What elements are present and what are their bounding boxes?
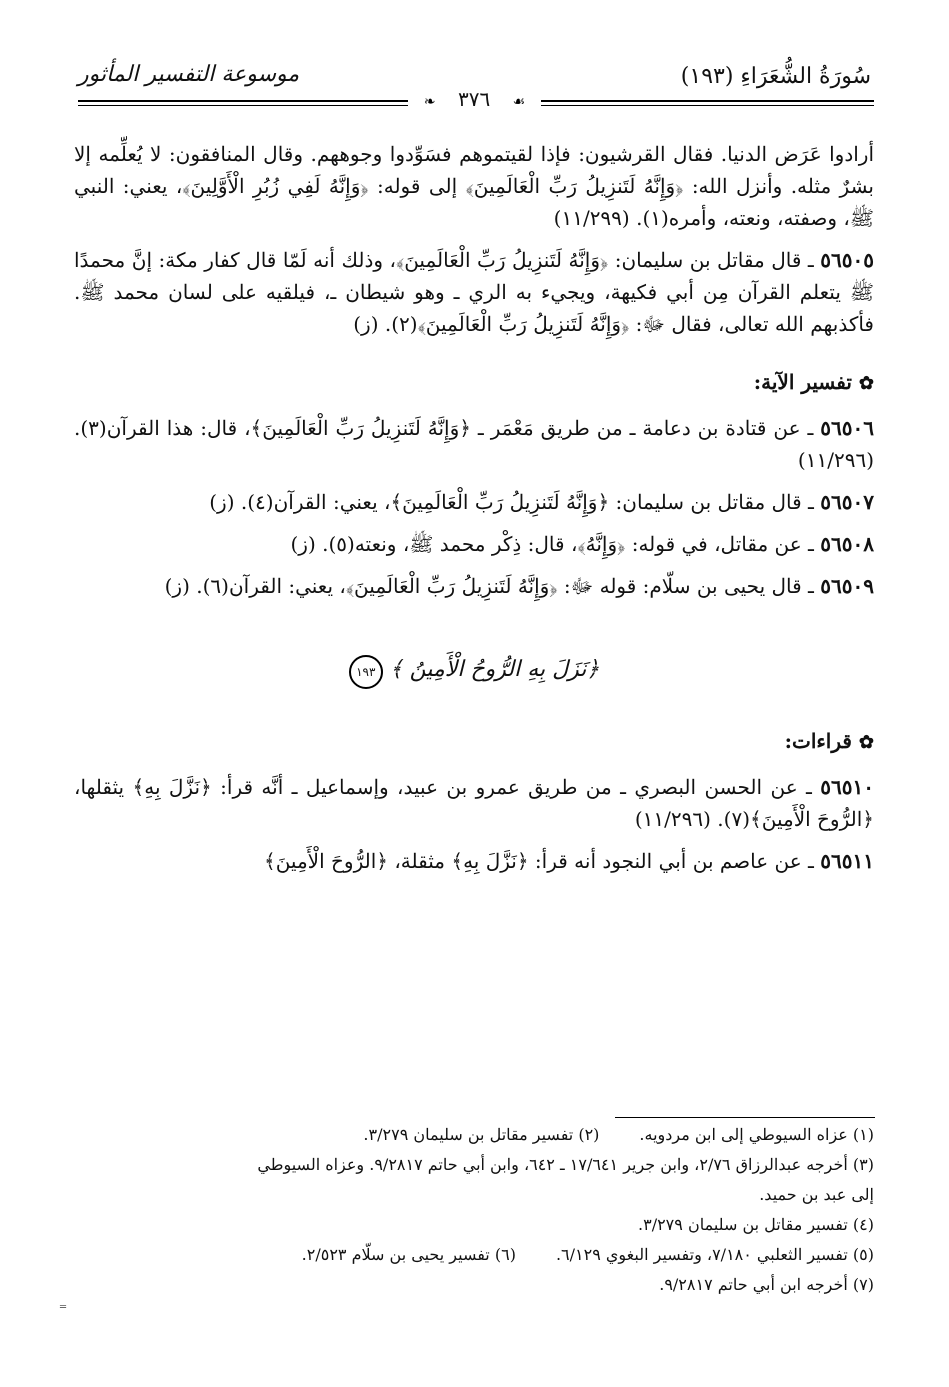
item-text: ـ قال يحيى بن سلّام: قوله ﷻ: ﴿وَإِنَّهُ لَتَنزِيلُ رَبِّ الْعَالَمِينَ﴾، يعني: القرآن(٦). (ز) xyxy=(164,574,821,598)
surah-title: سُورَةُ الشُّعَرَاءِ (١٩٣) xyxy=(680,64,871,89)
footnotes xyxy=(74,1120,874,1300)
ornament-icon: ☙ xyxy=(505,94,534,110)
footnote: (٥) تفسير الثعلبي ٧/١٨٠، وتفسير البغوي ٦/١٢٩. xyxy=(555,1245,874,1264)
paragraph: أرادوا عَرَض الدنيا. فقال القرشيون: فإذا لقيتموهم فسَوِّدوا وجوههم. وقال المنافقون: لا يُعلِّمه إلا بشرٌ مثله. وأنزل الله: ﴿وَإِنَّهُ لَتَنزِيلُ رَبِّ الْعَالَمِينَ﴾ إلى قوله: ﴿وَإِنَّهُ لَفِي زُبُرِ الْأَوَّلِينَ﴾، يعني: النبي ﷺ، وصفته، ونعته، وأمره(١). (١١/٢٩٩) xyxy=(74,142,874,230)
footnote-row xyxy=(74,1240,874,1270)
list-item xyxy=(74,244,874,340)
footnote-rule xyxy=(615,1117,875,1118)
item-number: ٥٦٥٠٥ xyxy=(820,248,874,272)
item-number: ٥٦٥٠٧ xyxy=(820,490,874,514)
item-number: ٥٦٥٠٨ xyxy=(820,532,874,556)
section-heading: ✿ قراءات: xyxy=(784,729,874,753)
footnote-row xyxy=(74,1120,874,1150)
item-number: ٥٦٥١١ xyxy=(820,849,874,873)
footnote: إلى عبد بن حميد. xyxy=(759,1185,874,1204)
book-title: موسوعة التفسير المأثور xyxy=(78,62,300,87)
list-item xyxy=(74,412,874,476)
flower-icon: ✿ xyxy=(858,732,874,753)
page-number: ٣٧٦ xyxy=(450,87,498,111)
flower-icon: ✿ xyxy=(858,373,874,394)
item-number: ٥٦٥٠٩ xyxy=(820,574,874,598)
footnote: (٦) تفسير يحيى بن سلّام ٢/٥٢٣. xyxy=(301,1245,516,1264)
footnote: (٧) أخرجه ابن أبي حاتم ٩/٢٨١٧. xyxy=(659,1275,874,1294)
quran-verse: ﴿نَزَلَ بِهِ الرُّوحُ الْأَمِينُ ﴾ ١٩٣ xyxy=(74,654,874,689)
margin-mark: ═ xyxy=(60,1302,67,1313)
section-heading: ✿ تفسير الآية: xyxy=(753,370,874,394)
item-text: ـ عن مقاتل، في قوله: ﴿وَإِنَّهُ﴾، قال: ذِكْر محمد ﷺ، ونعته(٥). (ز) xyxy=(290,532,821,556)
main-text xyxy=(74,138,874,887)
verse-number: ١٩٣ xyxy=(349,655,383,689)
item-text: ـ عن الحسن البصري ـ من طريق عمرو بن عبيد، وإسماعيل ـ أنَّه قرأ: ﴿نَزَّلَ بِهِ﴾ يثقلها، ﴿الرُّوحَ الْأَمِينَ﴾(٧). (١١/٢٩٦) xyxy=(74,775,874,831)
list-item xyxy=(74,771,874,835)
item-number: ٥٦٥١٠ xyxy=(820,775,874,799)
list-item xyxy=(74,570,874,602)
list-item xyxy=(74,486,874,518)
item-number: ٥٦٥٠٦ xyxy=(820,416,874,440)
ornament-icon: ❧ xyxy=(416,94,444,110)
footnote: (٢) تفسير مقاتل بن سليمان ٣/٢٧٩. xyxy=(363,1125,600,1144)
item-text: ـ قال مقاتل بن سليمان: ﴿وَإِنَّهُ لَتَنزِيلُ رَبِّ الْعَالَمِينَ﴾، يعني: القرآن(٤). (ز) xyxy=(209,490,821,514)
list-item xyxy=(74,845,874,877)
item-text: ـ قال مقاتل بن سليمان: ﴿وَإِنَّهُ لَتَنزِيلُ رَبِّ الْعَالَمِينَ﴾، وذلك أنه لَمّا قال كفار مكة: إنَّ محمدًا ﷺ يتعلم القرآن مِن أبي فكيهة، ويجيء به الري ـ وهو شيطان ـ، فيلقيه على لسان محمد ﷺ. فأكذبهم الله تعالى، فقال ﷻ: ﴿وَإِنَّهُ لَتَنزِيلُ رَبِّ الْعَالَمِينَ﴾(٢). (ز) xyxy=(74,248,874,336)
footnote: (٣) أخرجه عبدالرزاق ٢/٧٦، وابن جرير ١٧/٦٤١ ـ ٦٤٢، وابن أبي حاتم ٩/٢٨١٧. وعزاه السيوطي xyxy=(257,1155,874,1174)
page-number-row xyxy=(0,87,949,111)
footnote: (١) عزاه السيوطي إلى ابن مردويه. xyxy=(639,1125,874,1144)
item-text: ـ عن عاصم بن أبي النجود أنه قرأ: ﴿نَزَّلَ بِهِ﴾ مثقلة، ﴿الرُّوحَ الْأَمِينَ﴾ xyxy=(263,849,821,873)
list-item xyxy=(74,528,874,560)
item-text: ـ عن قتادة بن دعامة ـ من طريق مَعْمَر ـ ﴿وَإِنَّهُ لَتَنزِيلُ رَبِّ الْعَالَمِينَ﴾، قال: هذا القرآن(٣). (١١/٢٩٦) xyxy=(74,416,874,472)
footnote: (٤) تفسير مقاتل بن سليمان ٣/٢٧٩. xyxy=(638,1215,874,1234)
